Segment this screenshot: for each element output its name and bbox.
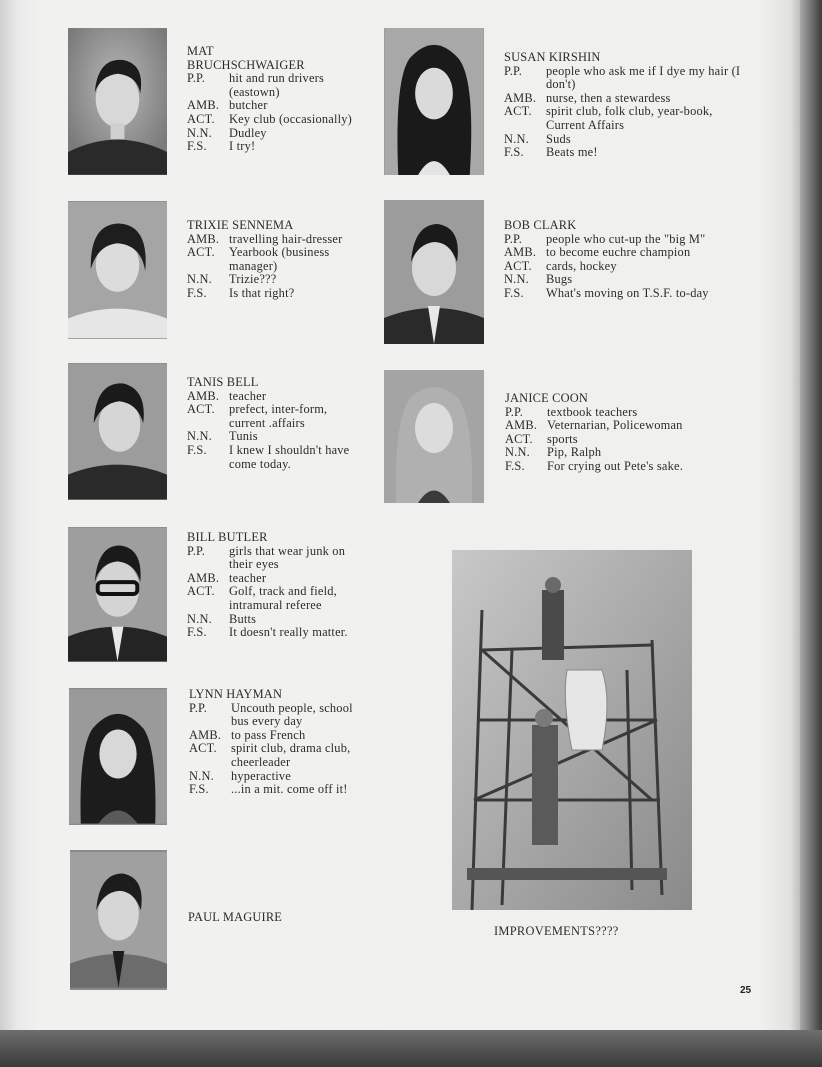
- field-label: N.N.: [189, 768, 214, 783]
- student-entry-7: [504, 219, 749, 301]
- field-label: ACT.: [505, 431, 533, 446]
- field-label: AMB.: [505, 418, 538, 433]
- field-value: cards, hockey: [546, 258, 617, 273]
- field-value: Yearbook (business manager): [229, 245, 330, 273]
- field-label: ACT.: [187, 245, 215, 260]
- field-label: N.N.: [505, 445, 530, 460]
- student-entry-2: [187, 376, 362, 471]
- field-value: to pass French: [231, 727, 306, 742]
- field-label: AMB.: [187, 388, 220, 403]
- field-value: What's moving on T.S.F. to-day: [546, 285, 709, 300]
- field-label: P.P.: [187, 71, 206, 86]
- field-value: It doesn't really matter.: [229, 625, 348, 640]
- field-value: spirit club, drama club, cheerleader: [231, 741, 351, 769]
- field-value: Bugs: [546, 272, 573, 287]
- field-label: AMB.: [189, 727, 222, 742]
- field-label: N.N.: [187, 272, 212, 287]
- field-value: I try!: [229, 139, 256, 154]
- field-value: travelling hair-dresser: [229, 231, 343, 246]
- field-label: F.S.: [187, 625, 207, 640]
- student-entry-1: [187, 219, 362, 301]
- portrait-photo: [68, 28, 167, 175]
- field-value: Trizie???: [229, 272, 277, 287]
- page-number: 25: [740, 985, 752, 996]
- field-value: Butts: [229, 611, 257, 626]
- student-name: BOB CLARK: [504, 218, 577, 232]
- field-value: For crying out Pete's sake.: [547, 458, 683, 473]
- portrait-photo: [68, 527, 167, 662]
- student-entry-6: [504, 51, 749, 160]
- field-label: AMB.: [504, 245, 537, 260]
- field-label: F.S.: [505, 458, 525, 473]
- field-label: F.S.: [189, 782, 209, 797]
- field-value: Veternarian, Policewoman: [547, 418, 683, 433]
- field-value: girls that wear junk on their eyes: [229, 543, 346, 572]
- student-entry-3: [187, 531, 362, 640]
- field-label: ACT.: [187, 402, 215, 417]
- field-value: Uncouth people, school bus every day: [231, 700, 353, 729]
- student-name: BILL BUTLER: [187, 530, 268, 544]
- field-label: F.S.: [504, 285, 524, 300]
- field-label: ACT.: [187, 111, 215, 126]
- field-label: F.S.: [187, 139, 207, 154]
- portrait-photo: [68, 201, 167, 339]
- portrait-photo: [384, 370, 484, 503]
- field-label: P.P.: [187, 543, 206, 558]
- field-value: ...in a mit. come off it!: [231, 782, 348, 797]
- field-value: Dudley: [229, 125, 267, 140]
- field-value: nurse, then a stewardess: [546, 90, 671, 105]
- field-value: teacher: [229, 570, 267, 585]
- student-entry-5: [188, 911, 363, 925]
- field-value: to become euchre champion: [546, 245, 691, 260]
- field-value: people who cut-up the "big M": [546, 231, 706, 246]
- field-value: I knew I shouldn't have come today.: [229, 442, 350, 471]
- field-label: P.P.: [504, 231, 523, 246]
- field-label: ACT.: [189, 741, 217, 756]
- field-value: Beats me!: [546, 145, 598, 160]
- field-label: F.S.: [187, 285, 207, 300]
- field-label: ACT.: [504, 258, 532, 273]
- field-label: AMB.: [187, 570, 220, 585]
- field-label: N.N.: [504, 131, 529, 146]
- portrait-photo: [384, 28, 484, 175]
- scan-shadow-bottom: [0, 1030, 822, 1067]
- field-value: Pip, Ralph: [547, 445, 602, 460]
- field-value: Suds: [546, 131, 571, 146]
- field-value: butcher: [229, 98, 268, 113]
- photo-caption: IMPROVEMENTS????: [494, 924, 619, 938]
- student-name: TANIS BELL: [187, 375, 259, 389]
- scan-shadow-right: [800, 0, 822, 1030]
- field-label: AMB.: [504, 90, 537, 105]
- portrait-photo: [68, 363, 167, 500]
- student-name: LYNN HAYMAN: [189, 687, 283, 701]
- field-label: N.N.: [187, 125, 212, 140]
- student-name: BRUCHSCHWAIGER: [187, 57, 305, 72]
- field-value: prefect, inter-form, current .affairs: [229, 402, 328, 430]
- field-label: P.P.: [505, 404, 524, 419]
- portrait-photo: [70, 850, 167, 990]
- student-name: JANICE COON: [505, 391, 589, 405]
- portrait-photo: [384, 200, 484, 344]
- student-entry-4: [189, 688, 364, 797]
- scaffold-photo: [452, 550, 692, 910]
- field-value: hit and run drivers (eastown): [229, 71, 324, 99]
- field-label: AMB.: [187, 231, 220, 246]
- field-value: hyperactive: [231, 768, 291, 783]
- student-name: PAUL MAGUIRE: [188, 910, 283, 924]
- field-value: Key club (occasionally): [229, 111, 352, 126]
- field-value: Golf, track and field, intramural referee: [229, 584, 337, 612]
- field-value: people who ask me if I dye my hair (I don't): [546, 63, 741, 92]
- portrait-photo: [69, 688, 167, 825]
- student-name: MAT: [187, 44, 214, 58]
- field-value: sports: [547, 431, 578, 446]
- field-label: ACT.: [504, 104, 532, 119]
- student-entry-0: [187, 45, 362, 154]
- student-entry-8: [505, 392, 750, 474]
- field-label: F.S.: [504, 145, 524, 160]
- field-value: textbook teachers: [547, 404, 638, 419]
- student-name: TRIXIE SENNEMA: [187, 218, 294, 232]
- field-label: P.P.: [189, 700, 208, 715]
- student-name: SUSAN KIRSHIN: [504, 50, 601, 64]
- field-label: P.P.: [504, 63, 523, 78]
- field-label: F.S.: [187, 442, 207, 457]
- field-value: spirit club, folk club, year-book, Current Affairs: [546, 104, 713, 132]
- field-label: N.N.: [504, 272, 529, 287]
- field-label: ACT.: [187, 584, 215, 599]
- field-label: AMB.: [187, 98, 220, 113]
- field-value: teacher: [229, 388, 267, 403]
- field-label: N.N.: [187, 611, 212, 626]
- field-label: N.N.: [187, 429, 212, 444]
- field-value: Is that right?: [229, 285, 295, 300]
- field-value: Tunis: [229, 429, 258, 444]
